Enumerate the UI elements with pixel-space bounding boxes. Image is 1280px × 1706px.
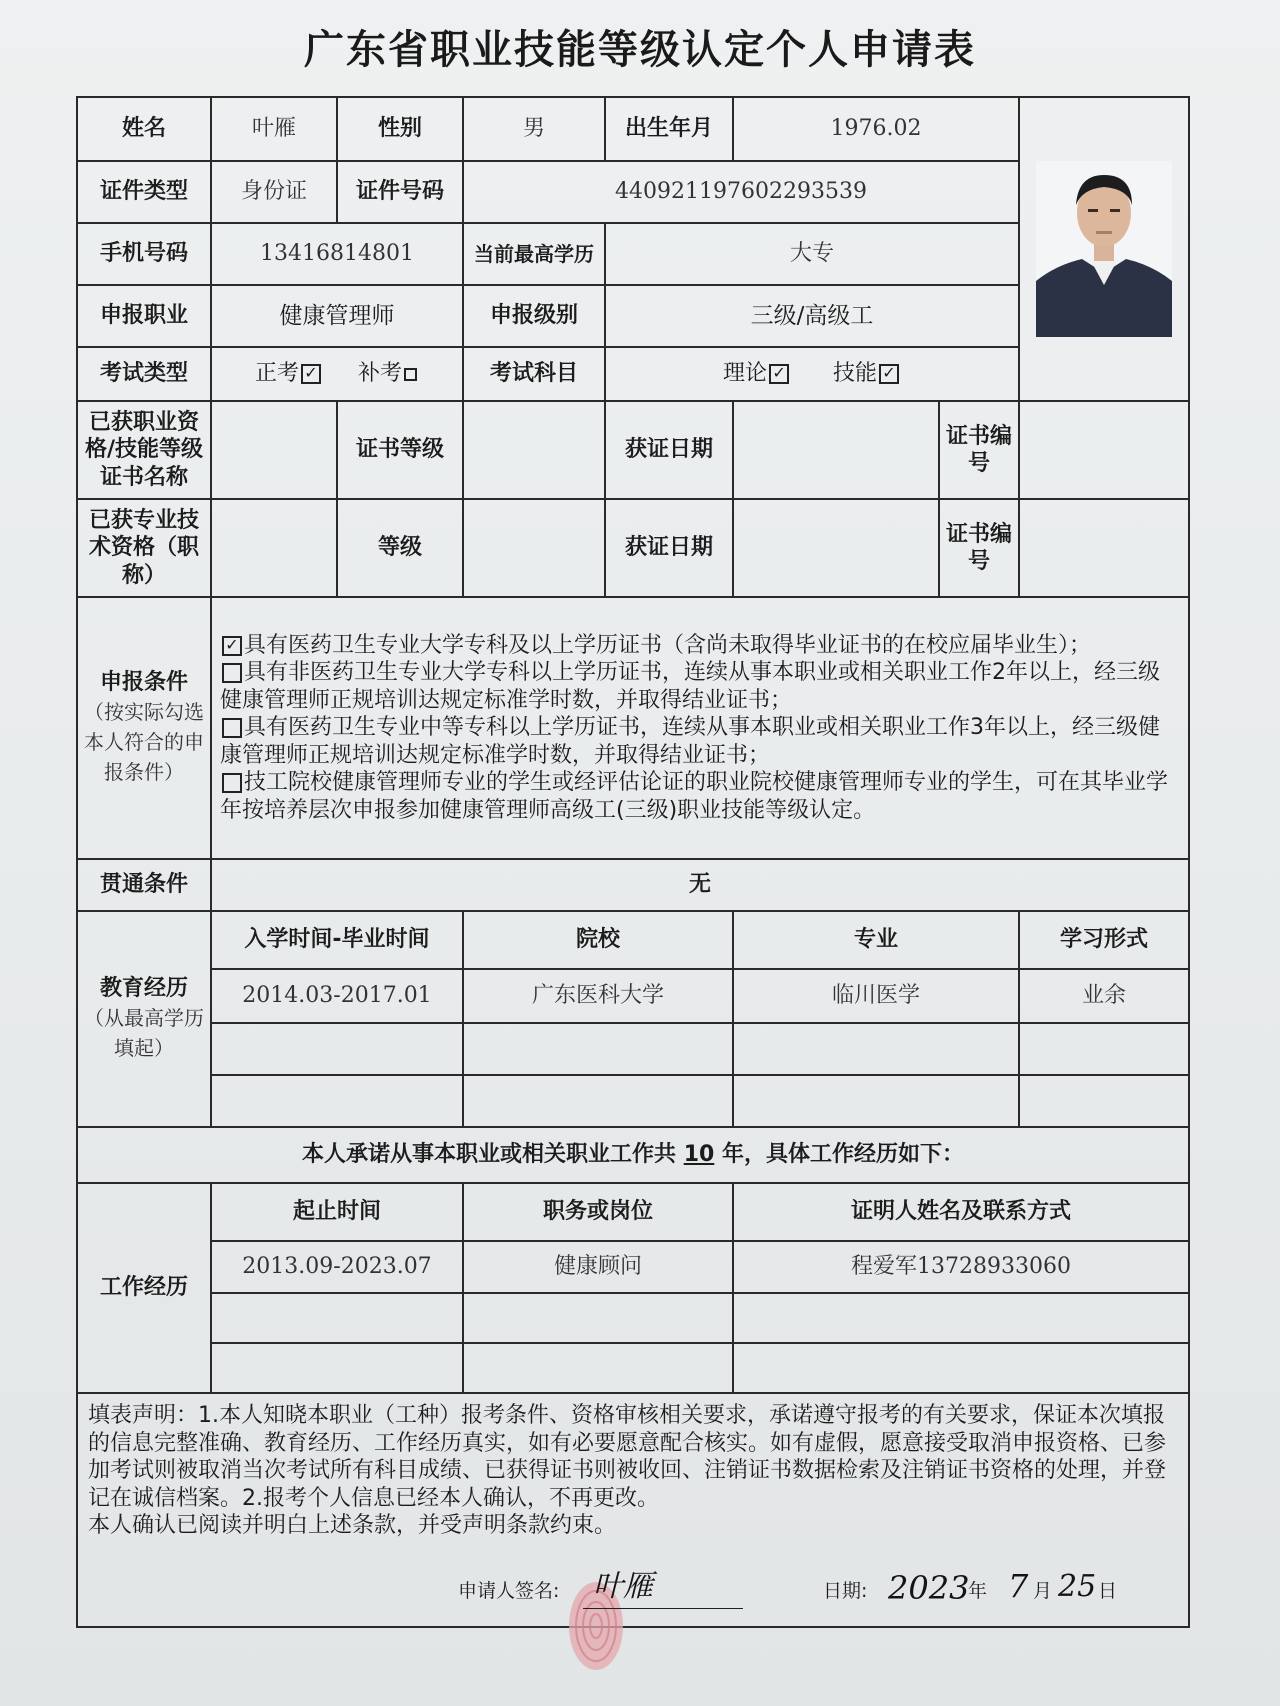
condition-1-text: 具有医药卫生专业大学专科及以上学历证书（含尚未取得毕业证书的在校应届毕业生）； bbox=[244, 632, 1092, 658]
name-label: 姓名 bbox=[77, 97, 211, 161]
title-date-label: 获证日期 bbox=[605, 499, 733, 597]
cert-level-value[interactable] bbox=[463, 401, 605, 499]
exam-type-options bbox=[211, 347, 463, 401]
id-no-label: 证件号码 bbox=[337, 161, 463, 223]
cert-no-label: 证书编号 bbox=[939, 401, 1019, 499]
form-title: 广东省职业技能等级认定个人申请表 bbox=[304, 27, 976, 73]
cert-date-label: 获证日期 bbox=[605, 401, 733, 499]
date-month[interactable]: 7 bbox=[1008, 1566, 1029, 1605]
work-period[interactable]: 2013.09-2023.07 bbox=[211, 1241, 463, 1293]
edu-empty-cell[interactable] bbox=[1019, 1075, 1189, 1127]
date-label: 日期: bbox=[823, 1579, 868, 1602]
edu-empty-cell[interactable] bbox=[463, 1023, 733, 1075]
edu-header-mode: 学习形式 bbox=[1019, 911, 1189, 969]
work-position[interactable]: 健康顾问 bbox=[463, 1241, 733, 1293]
conditions-label-sub: （按实际勾选本人符合的申报条件） bbox=[84, 699, 204, 784]
subject-skill-option[interactable] bbox=[833, 361, 901, 386]
condition-item bbox=[220, 769, 1180, 824]
cert-name-value[interactable] bbox=[211, 401, 337, 499]
date-year[interactable]: 2023 bbox=[888, 1568, 970, 1607]
level-label: 申报级别 bbox=[463, 285, 605, 347]
condition-item bbox=[220, 632, 1180, 660]
subject-theory-option[interactable] bbox=[723, 361, 798, 386]
edu-empty-cell[interactable] bbox=[211, 1023, 463, 1075]
title-level-label: 等级 bbox=[337, 499, 463, 597]
signature-row bbox=[88, 1548, 1178, 1618]
day-unit: 日 bbox=[1098, 1579, 1118, 1602]
education-label-sub: （从最高学历填起） bbox=[84, 1005, 204, 1060]
conditions-label: 申报条件 bbox=[99, 670, 188, 696]
edu-value[interactable]: 大专 bbox=[605, 223, 1019, 285]
work-header-position: 职务或岗位 bbox=[463, 1183, 733, 1241]
edu-header-period: 入学时间-毕业时间 bbox=[211, 911, 463, 969]
condition-4-checkbox[interactable] bbox=[222, 773, 242, 793]
work-empty-cell[interactable] bbox=[463, 1343, 733, 1393]
exam-type-label: 考试类型 bbox=[77, 347, 211, 401]
exam-makeup-checkbox[interactable] bbox=[404, 368, 417, 381]
work-label: 工作经历 bbox=[77, 1183, 211, 1393]
signature-label: 申请人签名: bbox=[458, 1579, 560, 1602]
condition-item bbox=[220, 659, 1180, 714]
edu-header-school: 院校 bbox=[463, 911, 733, 969]
cert-date-value[interactable] bbox=[733, 401, 939, 499]
work-empty-cell[interactable] bbox=[463, 1293, 733, 1343]
exam-normal-checkbox[interactable]: ✓ bbox=[301, 364, 321, 384]
condition-2-checkbox[interactable] bbox=[222, 663, 242, 683]
job-label: 申报职业 bbox=[77, 285, 211, 347]
edu-header-major: 专业 bbox=[733, 911, 1019, 969]
subject-label: 考试科目 bbox=[463, 347, 605, 401]
edu-empty-cell[interactable] bbox=[733, 1075, 1019, 1127]
promise-suffix: 年，具体工作经历如下： bbox=[721, 1142, 964, 1168]
gender-label: 性别 bbox=[337, 97, 463, 161]
id-no-value[interactable]: 440921197602293539 bbox=[463, 161, 1019, 223]
birth-label: 出生年月 bbox=[605, 97, 733, 161]
cert-name-label: 已获职业资格/技能等级证书名称 bbox=[77, 401, 211, 499]
birth-value[interactable]: 1976.02 bbox=[733, 97, 1019, 161]
education-label-cell bbox=[77, 911, 211, 1127]
year-unit: 年 bbox=[968, 1579, 988, 1602]
exam-normal-label: 正考 bbox=[254, 361, 299, 387]
subject-skill-checkbox[interactable]: ✓ bbox=[879, 364, 899, 384]
photo-cell bbox=[1019, 97, 1189, 401]
work-referee[interactable]: 程爱军13728933060 bbox=[733, 1241, 1189, 1293]
title-no-value[interactable] bbox=[1019, 499, 1189, 597]
subject-options bbox=[605, 347, 1019, 401]
education-label: 教育经历 bbox=[99, 976, 188, 1002]
work-header-period: 起止时间 bbox=[211, 1183, 463, 1241]
exam-normal-option[interactable] bbox=[255, 361, 330, 386]
condition-2-text: 具有非医药卫生专业大学专科以上学历证书，连续从事本职业或相关职业工作2年以上，经三级健康管理师正规培训达规定标准学时数，并取得结业证书； bbox=[220, 660, 1161, 713]
gender-value[interactable]: 男 bbox=[463, 97, 605, 161]
phone-value[interactable]: 13416814801 bbox=[211, 223, 463, 285]
conditions-label-cell bbox=[77, 597, 211, 859]
edu-empty-cell[interactable] bbox=[733, 1023, 1019, 1075]
edu-school[interactable]: 广东医科大学 bbox=[463, 969, 733, 1023]
title-level-value[interactable] bbox=[463, 499, 605, 597]
declaration-confirm: 本人确认已阅读并明白上述条款，并受声明条款约束。 bbox=[88, 1513, 617, 1538]
edu-mode[interactable]: 业余 bbox=[1019, 969, 1189, 1023]
cert-no-value[interactable] bbox=[1019, 401, 1189, 499]
work-promise bbox=[77, 1127, 1189, 1183]
condition-item bbox=[220, 714, 1180, 769]
title-name-label: 已获专业技术资格（职称） bbox=[77, 499, 211, 597]
title-date-value[interactable] bbox=[733, 499, 939, 597]
promise-prefix: 本人承诺从事本职业或相关职业工作共 bbox=[302, 1142, 677, 1168]
edu-empty-cell[interactable] bbox=[1019, 1023, 1189, 1075]
work-empty-cell[interactable] bbox=[733, 1293, 1189, 1343]
signature[interactable]: 叶雁 bbox=[593, 1568, 653, 1604]
declaration-text: 填表声明：1.本人知晓本职业（工种）报考条件、资格审核相关要求，承诺遵守报考的有关要求，保证本次填报的信息完整准确、教育经历、工作经历真实，如有必要愿意配合核实。如有虚假，愿意接受取消申报资格、已参加考试则被取消当次考试所有科目成绩、已获得证书则被收回、注销证书数据检索及注销证书资格的处理，并登记在诚信档案。2.报考个人信息已经本人确认，不再更改。 bbox=[88, 1403, 1167, 1511]
date-day[interactable]: 25 bbox=[1058, 1568, 1097, 1604]
cert-level-label: 证书等级 bbox=[337, 401, 463, 499]
level-value[interactable]: 三级/高级工 bbox=[605, 285, 1019, 347]
condition-3-text: 具有医药卫生专业中等专科以上学历证书，连续从事本职业或相关职业工作3年以上，经三级健康管理师正规培训达规定标准学时数，并取得结业证书； bbox=[220, 715, 1161, 768]
edu-period[interactable]: 2014.03-2017.01 bbox=[211, 969, 463, 1023]
edu-major[interactable]: 临川医学 bbox=[733, 969, 1019, 1023]
through-value[interactable]: 无 bbox=[211, 859, 1189, 911]
name-value[interactable]: 叶雁 bbox=[211, 97, 337, 161]
conditions-list bbox=[211, 597, 1189, 859]
condition-1-checkbox[interactable]: ✓ bbox=[222, 636, 242, 656]
month-unit: 月 bbox=[1033, 1579, 1053, 1602]
condition-3-checkbox[interactable] bbox=[222, 718, 242, 738]
work-empty-cell[interactable] bbox=[211, 1343, 463, 1393]
work-header-referee: 证明人姓名及联系方式 bbox=[733, 1183, 1189, 1241]
subject-theory-label: 理论 bbox=[723, 361, 768, 387]
through-label: 贯通条件 bbox=[77, 859, 211, 911]
application-table bbox=[76, 96, 1190, 1628]
phone-label: 手机号码 bbox=[77, 223, 211, 285]
subject-theory-checkbox[interactable]: ✓ bbox=[769, 364, 789, 384]
edu-label: 当前最高学历 bbox=[463, 223, 605, 285]
signature-line bbox=[583, 1608, 743, 1609]
title-no-label: 证书编号 bbox=[939, 499, 1019, 597]
declaration-cell bbox=[77, 1393, 1189, 1627]
promise-years[interactable]: 10 bbox=[683, 1142, 715, 1168]
exam-makeup-option[interactable] bbox=[358, 361, 419, 386]
id-type-value[interactable]: 身份证 bbox=[211, 161, 337, 223]
job-value[interactable]: 健康管理师 bbox=[211, 285, 463, 347]
work-empty-cell[interactable] bbox=[733, 1343, 1189, 1393]
edu-empty-cell[interactable] bbox=[463, 1075, 733, 1127]
id-type-label: 证件类型 bbox=[77, 161, 211, 223]
edu-empty-cell[interactable] bbox=[211, 1075, 463, 1127]
subject-skill-label: 技能 bbox=[832, 361, 877, 387]
title-name-value[interactable] bbox=[211, 499, 337, 597]
work-empty-cell[interactable] bbox=[211, 1293, 463, 1343]
exam-makeup-label: 补考 bbox=[357, 361, 402, 387]
applicant-photo bbox=[1036, 161, 1172, 337]
condition-4-text: 技工院校健康管理师专业的学生或经评估论证的职业院校健康管理师专业的学生，可在其毕业学年按培养层次申报参加健康管理师高级工(三级)职业技能等级认定。 bbox=[220, 770, 1169, 823]
